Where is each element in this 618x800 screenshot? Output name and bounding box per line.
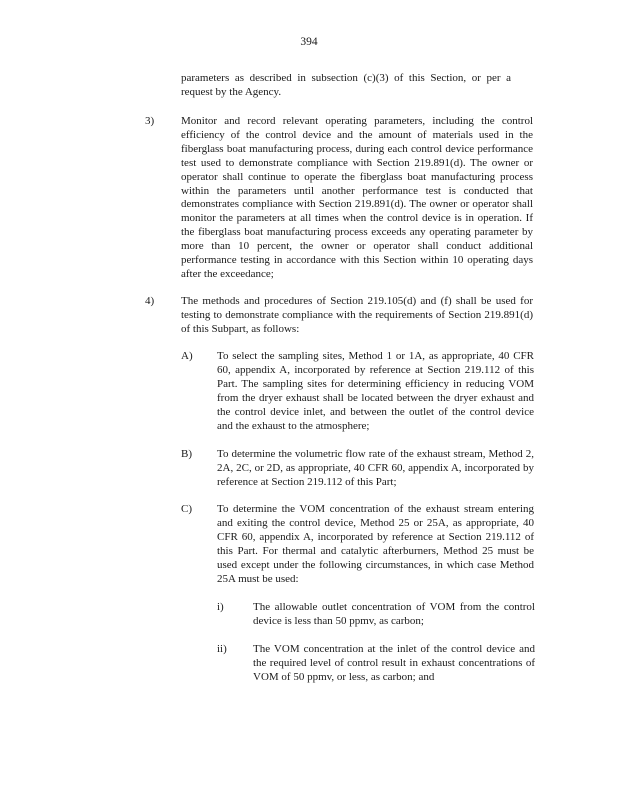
item-3-text: Monitor and record relevant operating parameters, including the control efficiency of the control device and the amount of materials used in the fiberglass boat manufacturing process, during each control device performance test used to demonstrate compliance with Section 219.891(d). The owner or operator shall continue to operate the fiberglass boat manufacturing process within the parameters until another performance test is conducted that demonstrates compliance with Section 219.891(d). The owner or operator shall monitor the parameters at all times when the control device is in operation. If the fiberglass boat manufacturing process exceeds any operating parameter by more than 10 percent, the owner or operator shall conduct additional performance testing in accordance with this Section within 10 operating days after the exceedance; — [181, 115, 533, 280]
item-4-text: The methods and procedures of Section 219.105(d) and (f) shall be used for testing to demonstrate compliance with the requirements of Section 219.891(d) of this Subpart, as follows: — [181, 295, 533, 335]
subitem-c-i-text: The allowable outlet concentration of VOM from the control device is less than 50 ppmv, as carbon; — [253, 601, 535, 627]
subitem-c-i-label: i) — [217, 601, 224, 613]
subitem-c-ii-label: ii) — [217, 643, 227, 655]
intro-text: parameters as described in subsection (c)(3) of this Section, or per a request by the Agency. — [181, 72, 511, 98]
item-4-label: 4) — [145, 295, 155, 307]
subitem-c-label: C) — [181, 503, 192, 515]
page-number: 394 — [300, 36, 318, 48]
subitem-b-text: To determine the volumetric flow rate of the exhaust stream, Method 2, 2A, 2C, or 2D, as appropriate, 40 CFR 60, appendix A, incorporated by reference at Section 219.112 of this Part; — [217, 448, 534, 488]
subitem-c-ii-text: The VOM concentration at the inlet of the control device and the required level of control result in exhaust concentrations of VOM of 50 ppmv, or less, as carbon; and — [253, 643, 535, 683]
item-3-label: 3) — [145, 115, 155, 127]
subitem-b-label: B) — [181, 448, 192, 460]
subitem-a-label: A) — [181, 350, 193, 362]
subitem-c-text: To determine the VOM concentration of the exhaust stream entering and exiting the control device, Method 25 or 25A, as appropriate, 40 CFR 60, appendix A, incorporated by reference at Section 219.112 of this Part. For thermal and catalytic afterburners, Method 25 must be used except under the following circumstances, in which case Method 25A must be used: — [217, 503, 534, 585]
subitem-a-text: To select the sampling sites, Method 1 or 1A, as appropriate, 40 CFR 60, appendix A, incorporated by reference at Section 219.112 of this Part. The sampling sites for determining efficiency in reducing VOM from the dryer exhaust shall be located between the dryer exhaust and the control device inlet, and between the outlet of the control device and the exhaust to the atmosphere; — [217, 350, 534, 432]
